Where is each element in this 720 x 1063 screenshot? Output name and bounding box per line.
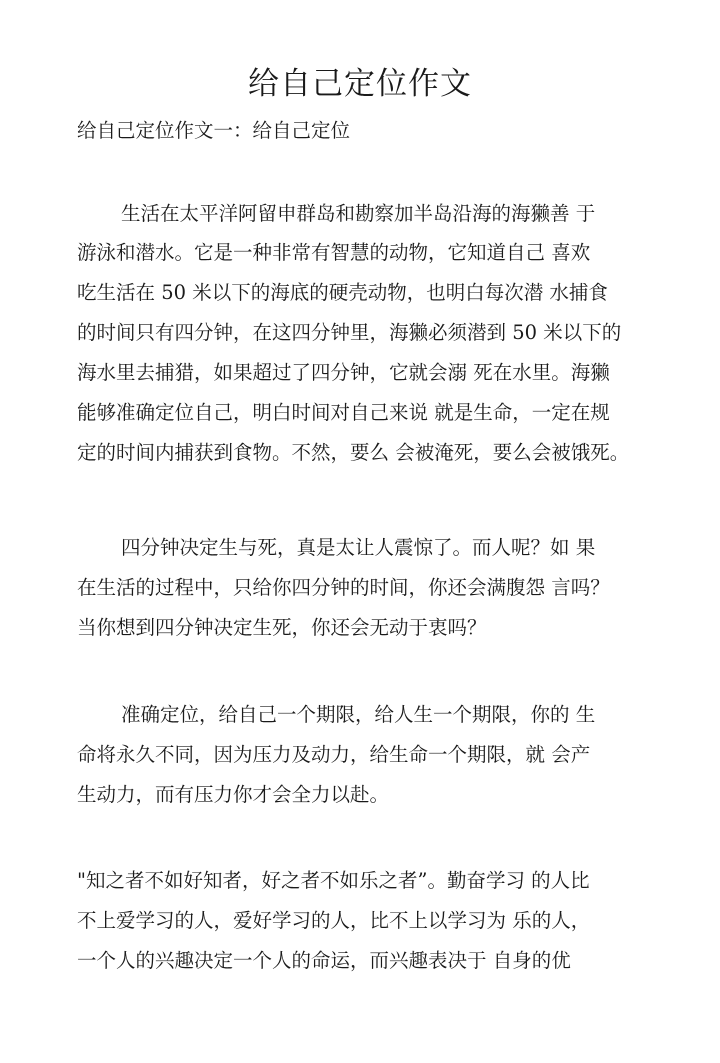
document-subtitle: 给自己定位作文一：给自己定位	[77, 119, 351, 142]
paragraph-line: 海水里去捕猎，如果超过了四分钟，它就会溺 死在水里。海獭	[77, 361, 610, 384]
paragraph-line: 游泳和潜水。它是一种非常有智慧的动物，它知道自己 喜欢	[77, 241, 591, 264]
paragraph-line: 当你想到四分钟决定生死，你还会无动于衷吗？	[77, 616, 487, 639]
paragraph-line: 命将永久不同，因为压力及动力，给生命一个期限，就 会产	[77, 743, 591, 766]
paragraph-line: "知之者不如好知者，好之者不如乐之者”。勤奋学习 的人比	[77, 869, 590, 892]
paragraph-line: 生动力，而有压力你才会全力以赴。	[77, 783, 390, 806]
paragraph-line: 不上爱学习的人，爱好学习的人，比不上以学习为 乐的人，	[77, 909, 591, 932]
paragraph-line: 定的时间内捕获到食物。不然，要么 会被淹死，要么会被饿死。	[77, 441, 630, 464]
paragraph-line: 的时间只有四分钟，在这四分钟里，海獭必须潜到 50 米以下的	[77, 321, 622, 344]
paragraph-line: 一个人的兴趣决定一个人的命运，而兴趣表决于 自身的优	[77, 949, 571, 972]
paragraph-line: 能够准确定位自己，明白时间对自己来说 就是生命，一定在规	[77, 401, 610, 424]
document-title: 给自己定位作文	[248, 66, 472, 102]
paragraph-line: 在生活的过程中，只给你四分钟的时间，你还会满腹怨 言吗？	[77, 576, 610, 599]
paragraph-line: 四分钟决定生与死，真是太让人震惊了。而人呢？如 果	[121, 536, 596, 559]
paragraph-line: 准确定位，给自己一个期限，给人生一个期限，你的 生	[121, 703, 596, 726]
paragraph-line: 生活在太平洋阿留申群岛和勘察加半岛沿海的海獭善 于	[121, 202, 596, 225]
paragraph-line: 吃生活在 50 米以下的海底的硬壳动物，也明白每次潜 水捕食	[77, 281, 608, 304]
